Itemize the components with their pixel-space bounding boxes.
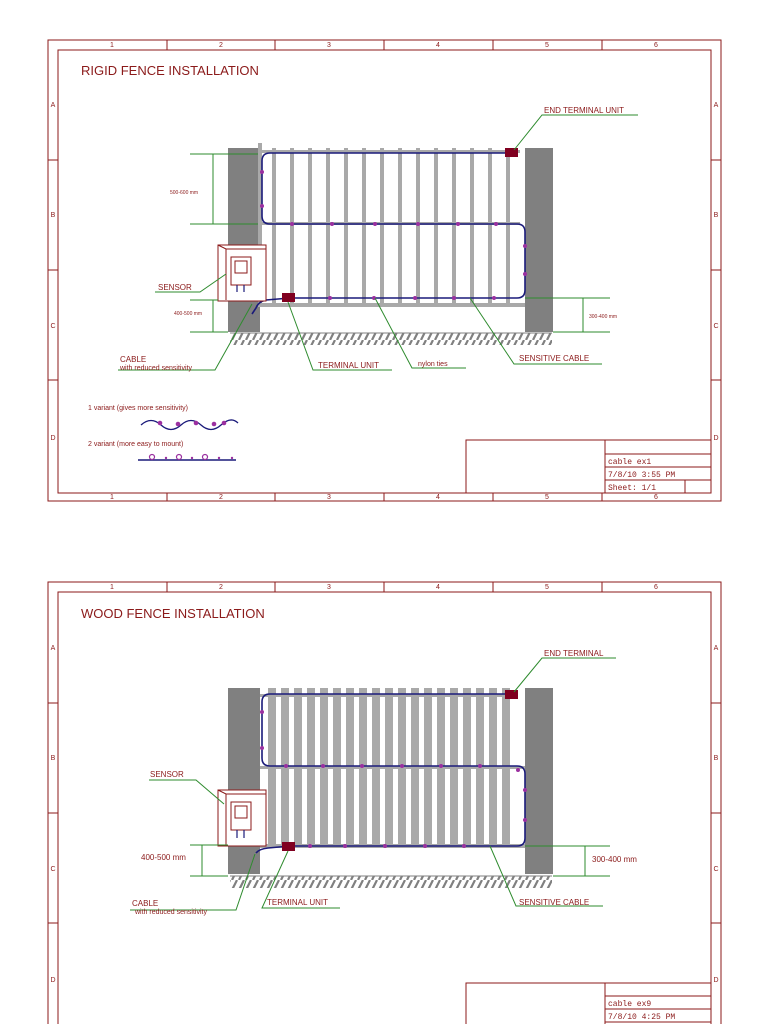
title-block-date: 7/8/10 3:55 PM <box>608 471 676 480</box>
sheet-2-inner-border <box>58 592 711 1024</box>
sheet-1-title-block <box>466 440 711 493</box>
col-label-2-bottom: 2 <box>219 494 223 501</box>
s2-col-label-5: 5 <box>545 584 549 591</box>
s2-label-cable-sub: with reduced sensitivity <box>135 909 207 916</box>
col-label-6: 6 <box>654 42 658 49</box>
s2-row-label-d: D <box>50 977 56 984</box>
s2-terminal-unit-box <box>282 842 295 851</box>
s2-col-label-1: 1 <box>110 584 114 591</box>
col-label-4: 4 <box>436 42 440 49</box>
label-sensor: SENSOR <box>158 283 192 292</box>
s2-dim-label-right: 300-400 mm <box>592 855 637 864</box>
dim-label-left: 400-500 mm <box>174 311 203 317</box>
sheet-2-outer-border <box>48 582 721 1024</box>
row-label-b-right: B <box>713 212 719 219</box>
wood-fence-slats <box>260 688 525 848</box>
row-label-b: B <box>50 212 56 219</box>
sheet-2 <box>48 582 721 1024</box>
ground-hatch <box>230 333 552 345</box>
s2-col-label-6: 6 <box>654 584 658 591</box>
rigid-fence-bars <box>258 143 525 307</box>
col-label-1: 1 <box>110 42 114 49</box>
col-label-6-bottom: 6 <box>654 494 658 501</box>
s2-label-end-terminal: END TERMINAL <box>544 649 604 658</box>
s2-row-label-c: C <box>50 866 56 873</box>
s2-title-block-name: cable ex9 <box>608 1000 652 1009</box>
s2-row-label-d-right: D <box>713 977 719 984</box>
s2-row-label-c-right: C <box>713 866 719 873</box>
label-nylon-ties: nylon ties <box>418 361 448 368</box>
row-label-a: A <box>50 102 56 109</box>
s2-title-block-date: 7/8/10 4:25 PM <box>608 1013 676 1022</box>
title-block-name: cable ex1 <box>608 458 652 467</box>
variant-1-cable-icon <box>141 420 238 430</box>
label-sensitive-cable: SENSITIVE CABLE <box>519 354 590 363</box>
sheet-2-title: WOOD FENCE INSTALLATION <box>81 606 265 621</box>
col-label-2: 2 <box>219 42 223 49</box>
col-label-5-bottom: 5 <box>545 494 549 501</box>
sheet-1-title: RIGID FENCE INSTALLATION <box>81 63 259 78</box>
label-terminal-unit: TERMINAL UNIT <box>318 361 380 370</box>
col-label-3-bottom: 3 <box>327 494 331 501</box>
s2-label-sensitive-cable: SENSITIVE CABLE <box>519 898 590 907</box>
row-label-c: C <box>50 323 56 330</box>
col-label-4-bottom: 4 <box>436 494 440 501</box>
s2-row-label-a-right: A <box>713 645 719 652</box>
col-label-1-bottom: 1 <box>110 494 114 501</box>
s2-col-label-3: 3 <box>327 584 331 591</box>
sheet-1-inner-border <box>58 50 711 493</box>
end-terminal-box <box>505 148 518 157</box>
sheet-2-grid-ticks <box>48 582 721 923</box>
variant-1-label: 1 variant (gives more sensitivity) <box>88 405 188 412</box>
s2-label-cable: CABLE <box>132 899 159 908</box>
s2-sensor-icon <box>218 790 266 846</box>
col-label-3: 3 <box>327 42 331 49</box>
terminal-unit-box <box>282 293 295 302</box>
col-label-5: 5 <box>545 42 549 49</box>
s2-col-label-2: 2 <box>219 584 223 591</box>
s2-dim-label-left: 400-500 mm <box>141 853 186 862</box>
dim-label-right: 300-400 mm <box>589 314 618 320</box>
sheet-1 <box>48 40 721 501</box>
variant-2-label: 2 variant (more easy to mount) <box>88 441 184 448</box>
row-label-d-right: D <box>713 435 719 442</box>
s2-row-label-a: A <box>50 645 56 652</box>
label-cable-sub: with reduced sensitivity <box>120 365 192 372</box>
row-label-c-right: C <box>713 323 719 330</box>
s2-label-terminal-unit: TERMINAL UNIT <box>267 898 329 907</box>
title-block-sheet: Sheet: 1/1 <box>608 484 657 493</box>
nylon-tie-markers <box>260 170 527 300</box>
s2-label-sensor: SENSOR <box>150 770 184 779</box>
variant-2-cable-icon <box>138 455 236 461</box>
s2-row-label-b: B <box>50 755 56 762</box>
sensitive-cable-path <box>262 153 525 298</box>
s2-end-terminal-box <box>505 690 518 699</box>
row-label-a-right: A <box>713 102 719 109</box>
left-post <box>228 148 260 332</box>
s2-row-label-b-right: B <box>713 755 719 762</box>
sensor-icon <box>218 245 266 301</box>
s2-col-label-4: 4 <box>436 584 440 591</box>
label-cable: CABLE <box>120 355 147 364</box>
label-end-terminal-unit: END TERMINAL UNIT <box>544 106 625 115</box>
row-label-d: D <box>50 435 56 442</box>
dim-label-top: 500-600 mm <box>170 190 199 196</box>
right-post <box>525 148 553 332</box>
